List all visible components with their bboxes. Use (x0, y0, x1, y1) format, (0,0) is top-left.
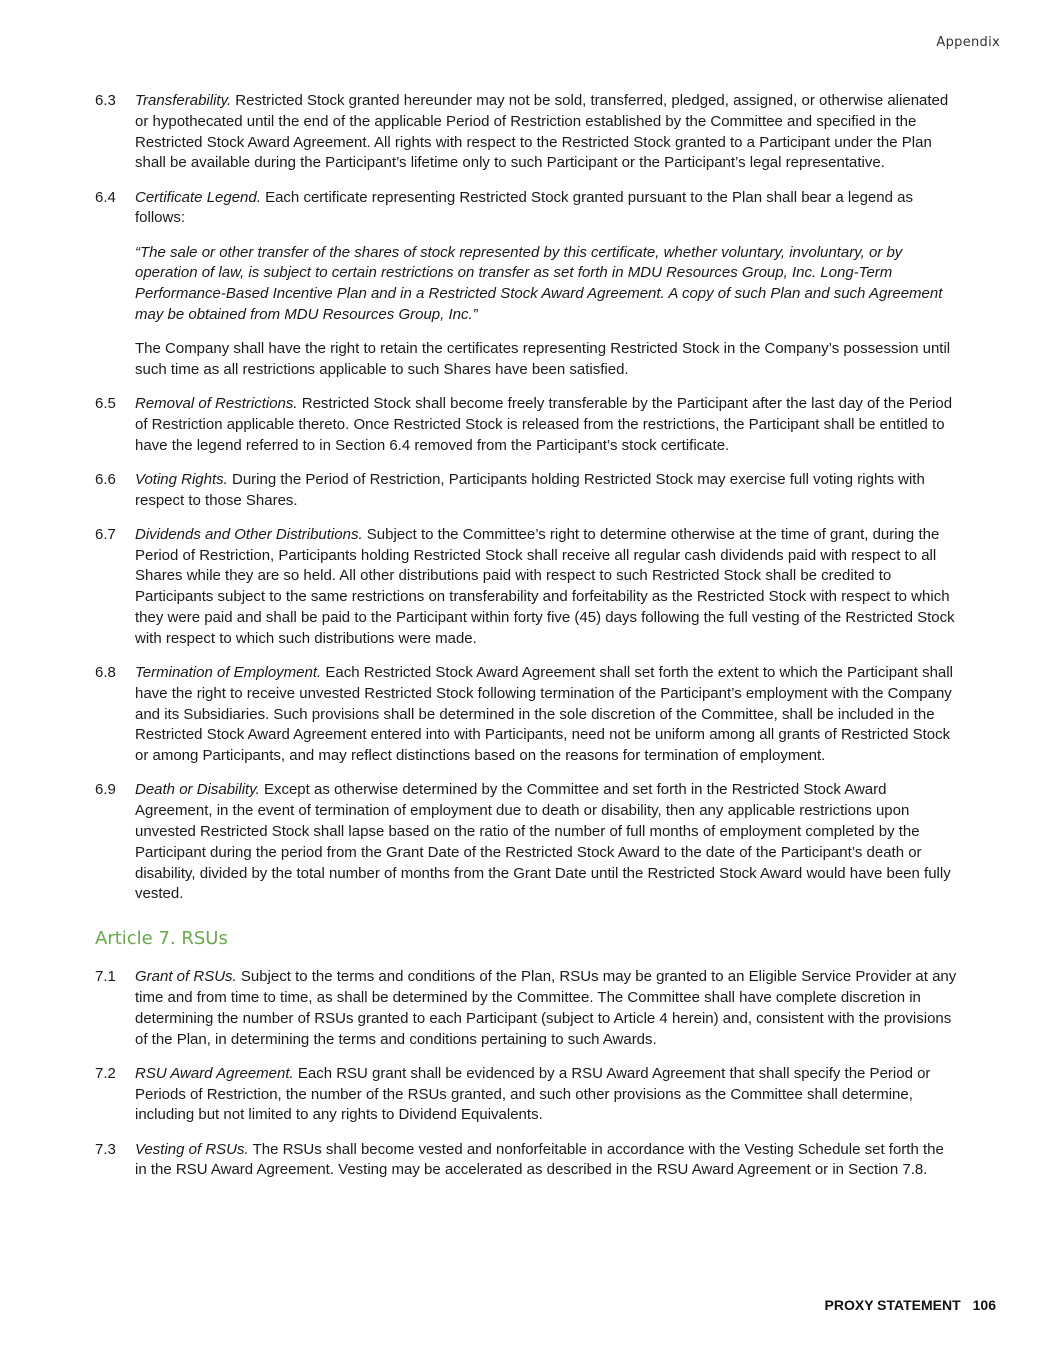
section-body (135, 188, 957, 381)
section-body (135, 525, 957, 650)
section-paragraph (135, 1064, 957, 1126)
article-6-sections (95, 91, 957, 905)
section-text: Each certificate representing Restricted Stock granted pursuant to the Plan shall bear a legend as follows: (135, 188, 913, 227)
article-7-sections (95, 967, 957, 1181)
section-number: 6.4 (95, 188, 116, 206)
section-title: Vesting of RSUs. (135, 1140, 249, 1158)
section-paragraph (135, 188, 957, 230)
section-paragraph: The Company shall have the right to retain the certificates representing Restricted Stock in the Company’s possession until such time as all restrictions applicable to such Shares have been satisfied. (135, 340, 951, 378)
section-paragraph (135, 525, 957, 650)
section-paragraph (135, 663, 957, 767)
page-footer (813, 1297, 996, 1313)
section-number: 7.2 (95, 1064, 116, 1082)
section-text: Except as otherwise determined by the Committee and set forth in the Restricted Stock Award Agreement, in the event of termination of employment due to death or disability, then any applicable restrictions upon unvested Restricted Stock shall lapse based on the ratio of the number of full months of employment completed by the Participant during the period from the Grant Date of the Restricted Stock Award to the date of the Participant’s death or disability, divided by the total number of months from the Grant Date until the Restricted Stock Award would have been fully vested. (135, 781, 951, 903)
section-text: Restricted Stock shall become freely transferable by the Participant after the last day of the Period of Restriction applicable thereto. Once Restricted Stock is released from the restrictions, the Participant shall be entitled to have the legend referred to in Section 6.4 removed from the Participant’s stock certificate. (135, 395, 953, 454)
section-text: Each RSU grant shall be evidenced by a RSU Award Agreement that shall specify the Period or Periods of Restriction, the number of the RSUs granted, and such other provisions as the Committee shall determine, including but not limited to any rights to Dividend Equivalents. (135, 1064, 931, 1124)
section-text: Subject to the terms and conditions of the Plan, RSUs may be granted to an Eligible Service Provider at any time and from time to time, as shall be determined by the Committee. The Committee shall have complete discretion in determining the number of RSUs granted to each Participant (subject to Article 4 herein) and, consistent with the provisions of the Plan, in determining the terms and conditions pertaining to such Awards. (135, 968, 957, 1048)
document-body (95, 91, 957, 1195)
section-title: Voting Rights. (135, 470, 228, 488)
section-paragraph (135, 470, 957, 512)
section-body (135, 91, 957, 174)
section-item (95, 525, 957, 650)
section-body (135, 780, 957, 905)
section-item (95, 1140, 957, 1182)
section-item (95, 1064, 957, 1126)
section-paragraph (135, 780, 957, 905)
section-title: Dividends and Other Distributions. (135, 525, 363, 543)
section-body (135, 394, 957, 456)
section-item (95, 663, 957, 767)
section-title: Transferability. (135, 92, 232, 109)
section-title: Death or Disability. (135, 781, 260, 799)
section-body (135, 1140, 957, 1182)
section-title: RSU Award Agreement. (135, 1064, 294, 1082)
section-number: 6.8 (95, 664, 116, 682)
section-text: During the Period of Restriction, Participants holding Restricted Stock may exercise full voting rights with respect to those Shares. (135, 470, 925, 509)
page-number: 106 (972, 1297, 996, 1313)
section-number: 6.3 (95, 92, 116, 109)
section-text: Each Restricted Stock Award Agreement shall set forth the extent to which the Participant shall have the right to receive unvested Restricted Stock following termination of the Participant’s employment with the Company and its Subsidiaries. Such provisions shall be determined in the sole discretion of the Committee, shall be included in the Restricted Stock Award Agreement entered into with Participants, need not be uniform among all grants of Restricted Stock or among Participants, and may reflect distinctions based on the reasons for termination of employment. (135, 664, 953, 765)
section-item (95, 470, 957, 512)
section-title: Removal of Restrictions. (135, 395, 298, 413)
section-text: The RSUs shall become vested and nonforfeitable in accordance with the Vesting Schedule set forth the in the RSU Award Agreement. Vesting may be accelerated as described in the RSU Award Agreement or in Section 7.8. (135, 1140, 944, 1179)
footer-label: PROXY STATEMENT (824, 1297, 961, 1313)
section-number: 6.7 (95, 525, 116, 543)
section-body (135, 470, 957, 512)
section-item (95, 188, 957, 381)
section-paragraph (135, 91, 957, 174)
section-title: Termination of Employment. (135, 664, 322, 682)
legend-quote: “The sale or other transfer of the shares of stock represented by this certificate, whether voluntary, involuntary, or by operation of law, is subject to certain restrictions on transfer as set forth in MDU Resources Group, Inc. Long-Term Performance-Based Incentive Plan and in a Restricted Stock Award Agreement. A copy of such Plan and such Agreement may be obtained from MDU Resources Group, Inc.” (135, 243, 943, 323)
section-item (95, 394, 957, 456)
running-header: Appendix (936, 35, 1000, 50)
section-item (95, 967, 957, 1050)
section-number: 6.9 (95, 781, 116, 799)
section-number: 6.5 (95, 395, 116, 413)
section-text: Restricted Stock granted hereunder may not be sold, transferred, pledged, assigned, or otherwise alienated or hypothecated until the end of the applicable Period of Restriction established by the Committee and specified in the Restricted Stock Award Agreement. All rights with respect to the Restricted Stock granted to a Participant under the Plan shall be available during the Participant’s lifetime only to such Participant or the Participant’s legal representative. (135, 92, 949, 172)
section-item (95, 91, 957, 174)
section-body (135, 1064, 957, 1126)
section-paragraph (135, 394, 957, 456)
article-heading: Article 7. RSUs (95, 928, 228, 950)
section-number: 6.6 (95, 470, 116, 488)
section-item (95, 780, 957, 905)
section-paragraph (135, 967, 957, 1050)
section-paragraph (135, 1140, 957, 1182)
section-body (135, 967, 957, 1050)
section-title: Grant of RSUs. (135, 968, 237, 986)
section-text: Subject to the Committee’s right to determine otherwise at the time of grant, during the Period of Restriction, Participants holding Restricted Stock shall receive all regular cash dividends paid with respect to all Shares while they are so held. All other distributions paid with respect to such Restricted Stock shall be credited to Participants subject to the same restrictions on transferability and forfeitability as the Restricted Stock with respect to which they were paid and shall be paid to the Participant within forty five (45) days following the full vesting of the Restricted Stock with respect to which such distributions were made. (135, 525, 955, 647)
section-title: Certificate Legend. (135, 188, 261, 206)
section-number: 7.1 (95, 968, 116, 986)
section-number: 7.3 (95, 1140, 116, 1158)
section-body (135, 663, 957, 767)
